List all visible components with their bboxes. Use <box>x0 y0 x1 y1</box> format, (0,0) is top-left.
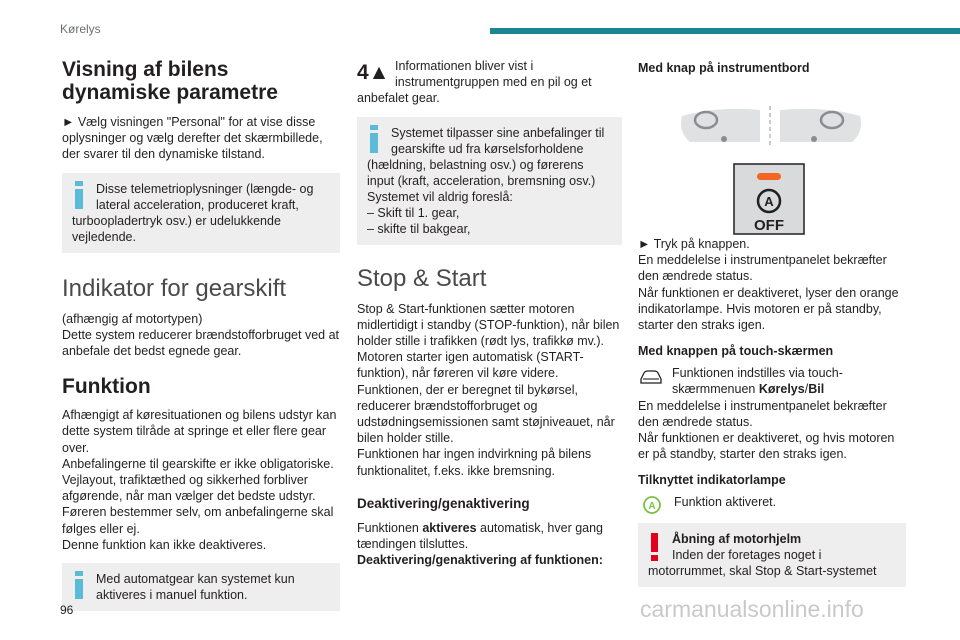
heading-stop-start: Stop & Start <box>357 264 487 292</box>
dashboard-illustration <box>638 84 906 234</box>
svg-text:A: A <box>764 194 774 209</box>
heading-gear-indicator: Indikator for gearskift <box>62 274 287 302</box>
dashboard-left-icon <box>681 109 760 142</box>
info-icon <box>367 125 381 153</box>
stop-start-active-icon <box>638 494 666 516</box>
paragraph-dashboard-button: ► Tryk på knappen. En meddelelse i instrumentpanelet bekræfter den ændrede status. Når funktionen er deaktiveret, lyser den orange indikatorlampe. Hvis motoren er på standby, starter den straks igen. <box>638 237 899 333</box>
paragraph-lamp-active: Funktion aktiveret. <box>674 495 777 510</box>
stop-start-off-button <box>734 164 804 234</box>
warning-text: Inden der foretages noget i motorrummet, skal Stop & Start-systemet <box>648 547 877 578</box>
gear-number: 4▲ <box>357 61 390 84</box>
header-section-title: Kørelys <box>60 22 101 36</box>
heading-indicator-lamp: Tilknyttet indikatorlampe <box>638 473 786 488</box>
info-note-telemetry <box>62 173 340 253</box>
header-accent-bar <box>490 28 960 34</box>
paragraph-deactivation: Funktionen aktiveres automatisk, hver gang tændingen tilsluttes. <box>357 520 604 552</box>
heading-dynamic-params: Visning af bilens dynamiske parametre <box>62 58 278 104</box>
info-note-gear <box>357 117 622 245</box>
info-note-telemetry-text: Disse telemetrioplysninger (længde- og lateral acceleration, produceret kraft, turboopladertryk osv.) er udelukkende vejledende. <box>72 181 314 244</box>
paragraph-touchscreen-confirm: En meddelelse i instrumentpanelet bekræfter den ændrede status. Når funktionen er deaktiveret, og hvis motoren er på standby, starter den straks igen. <box>638 398 895 462</box>
paragraph-deactivation-procedure: Deaktivering/genaktivering af funktionen: <box>357 553 603 568</box>
column-2 <box>357 58 622 568</box>
off-label: OFF <box>754 217 784 234</box>
heading-deactivation: Deaktivering/genaktivering <box>357 495 530 511</box>
info-note-automatic <box>62 563 340 611</box>
paragraph-touchscreen: Funktionen indstilles via touch-skærmmenuen Kørelys/Bil <box>672 366 843 397</box>
info-note-gear-text: Systemet tilpasser sine anbefalinger til gearskifte ud fra kørselsforholdene (hældning, belastning osv.) og førerens input (kraft, acceleration, bremsning osv.) Systemet vil aldrig foreslå: – Skift til 1. gear, – skifte til bakgear, <box>367 125 605 236</box>
column-1 <box>62 55 340 611</box>
heading-touchscreen: Med knappen på touch-skærmen <box>638 344 834 359</box>
info-icon <box>72 181 86 209</box>
paragraph-function: Afhængigt af køresituationen og bilens udstyr kan dette system tilråde at springe et eller flere gear over. Anbefalingerne til gearskifte er ikke obligatoriske. Vejlayout, trafiktæthed og sikkerhed forbliver afgørende, når man vælger det bedste udstyr. Føreren bestemmer selv, om anbefalingerne skal følges eller ej. Denne funktion kan ikke deaktiveres. <box>62 408 337 552</box>
watermark: carmanualsonline.info <box>640 596 864 622</box>
info-icon <box>72 571 86 599</box>
info-note-automatic-text: Med automatgear kan systemet kun aktiveres i manuel funktion. <box>96 572 295 603</box>
paragraph-dynamic: ► Vælg visningen "Personal" for at vise disse oplysninger og vælg derefter det skærmbillede, der svarer til den dynamiske tilstand. <box>62 115 323 162</box>
warning-title: Åbning af motorhjelm <box>672 531 802 546</box>
warning-note-bonnet <box>638 523 906 587</box>
paragraph-gear-info: Informationen bliver vist i instrumentgruppen med en pil og et anbefalet gear. <box>357 59 592 106</box>
heading-function: Funktion <box>62 375 151 399</box>
gear-indicator-icon <box>357 58 390 90</box>
warning-icon <box>648 531 662 561</box>
paragraph-gear-indicator: (afhængig af motortypen) Dette system reducerer brændstofforbruget ved at anbefale det bedst egnede gear. <box>62 311 339 359</box>
dashboard-right-icon <box>780 109 861 142</box>
car-icon <box>638 367 664 387</box>
heading-dashboard-button: Med knap på instrumentbord <box>638 61 810 75</box>
page-number: 96 <box>60 603 74 617</box>
svg-text:A: A <box>648 501 656 513</box>
column-3 <box>638 60 906 587</box>
paragraph-stop-start: Stop & Start-funktionen sætter motoren midlertidigt i standby (STOP-funktion), når bilen holder stille i trafikken (rødt lys, trafikkø mv.). Motoren starter igen automatisk (START-funktion), når føreren vil køre videre. Funktionen, der er beregnet til bykørsel, reducerer brændstofforbruget og udstødningsemissionen samt støjniveauet, når bilen holder stille. Funktionen har ingen indvirkning på bilens funktionalitet, f.eks. ikke bremsning. <box>357 301 620 478</box>
